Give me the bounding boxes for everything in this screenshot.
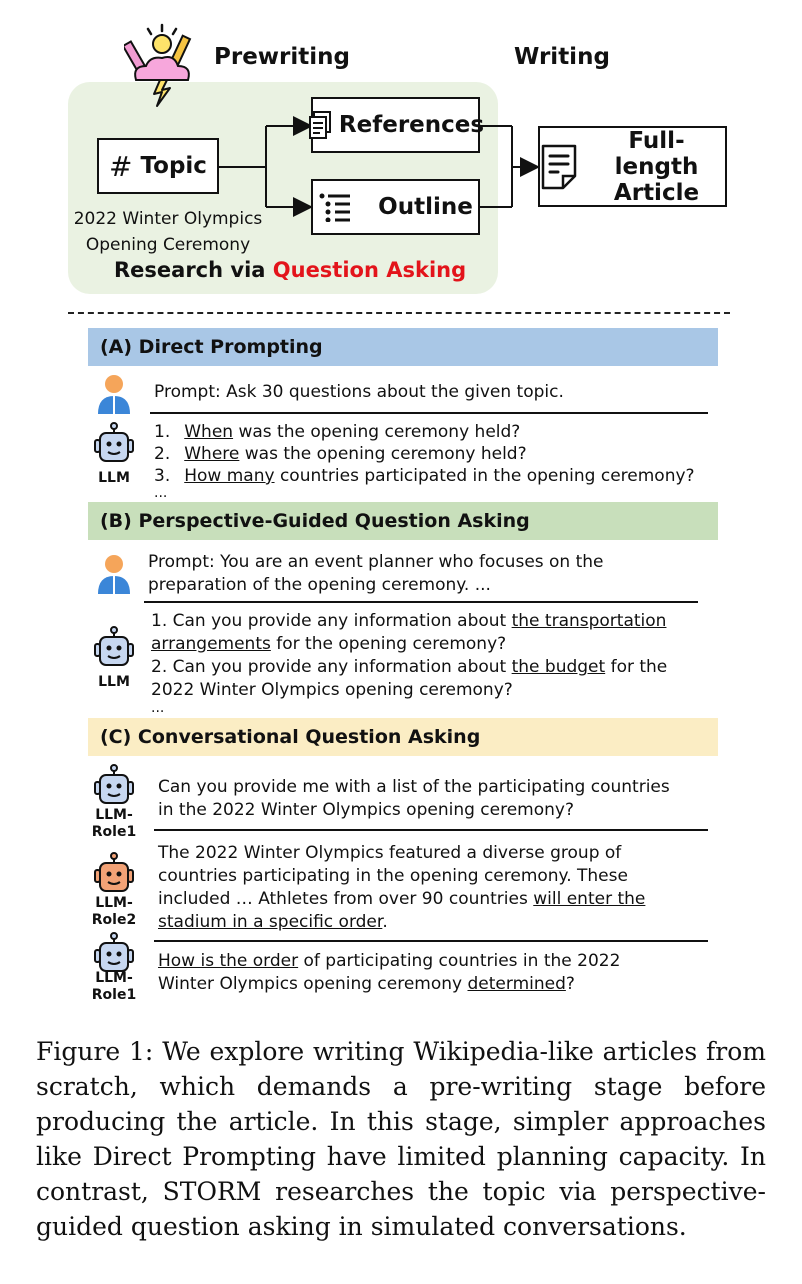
turn-text: Winter Olympics opening ceremony (158, 974, 468, 994)
role-label-line2: Role1 (91, 824, 137, 840)
robot-icon (92, 852, 136, 896)
turn2-line1: The 2022 Winter Olympics featured a diverse group of (158, 843, 622, 863)
references-label: References (338, 112, 485, 138)
q-keyword: Where (184, 444, 240, 464)
research-highlight: Question Asking (272, 258, 467, 282)
section-a-question-2 (154, 443, 527, 466)
turn2-line4 (158, 911, 388, 934)
turn2-line3 (158, 888, 645, 911)
article-label-line1: Full-length (614, 127, 699, 180)
turn3-line1 (158, 950, 620, 973)
topic-label: Topic (140, 153, 207, 179)
article-label (588, 128, 725, 206)
section-a-llm-label: LLM (98, 470, 130, 486)
q-keyword: the transportation (511, 611, 667, 631)
section-b-ellipsis: ... (151, 700, 165, 716)
q-text: was the opening ceremony held? (239, 444, 527, 464)
section-a-header: (A) Direct Prompting (88, 328, 718, 366)
role-label-line1: LLM- (95, 970, 133, 986)
section-b-question-2-line2: 2022 Winter Olympics opening ceremony? (151, 680, 513, 700)
research-caption (114, 258, 466, 282)
article-label-line2: Article (613, 179, 700, 206)
section-a-question-1 (154, 421, 520, 444)
role2-label (84, 895, 144, 929)
turn1-line2: in the 2022 Winter Olympics opening ceremony? (158, 800, 574, 820)
section-b-question-2-line1 (151, 656, 667, 679)
role-label-line1: LLM- (95, 895, 133, 911)
turn1-line1: Can you provide me with a list of the participating countries (158, 777, 670, 797)
robot-icon (92, 422, 136, 466)
turn2-rule (154, 940, 708, 942)
q-number: 3. (154, 466, 171, 486)
topic-example-line1: 2022 Winter Olympics (73, 209, 263, 229)
q-text: 1. Can you provide any information about (151, 611, 512, 631)
section-b-llm-label: LLM (98, 674, 130, 690)
section-a-question-3 (154, 465, 695, 488)
topic-example-line2: Opening Ceremony (85, 235, 251, 255)
topic-box (97, 138, 219, 194)
turn-keyword: stadium in a specific order (158, 912, 383, 932)
q-keyword: arrangements (151, 634, 271, 654)
q-text: countries participated in the opening ceremony? (274, 466, 695, 486)
section-b-prompt-line1: Prompt: You are an event planner who focuses on the (148, 552, 604, 572)
article-box (538, 126, 727, 207)
q-number: 1. (154, 422, 171, 442)
user-icon (96, 554, 132, 596)
role-label-line2: Role1 (91, 987, 137, 1003)
figure-caption: Figure 1: We explore writing Wikipedia-like articles from scratch, which demands a pre-writing stage before producing the article. In this stage, simpler approaches like Direct Prompting have limited planning capacity. In contrast, STORM researches the topic via perspective-guided question asking in simulated conversations. (36, 1037, 766, 1241)
divider-dashed (68, 312, 730, 314)
section-a-ellipsis: ... (154, 485, 168, 501)
role-label-line2: Role2 (91, 912, 137, 928)
section-b-prompt-line2: preparation of the opening ceremony. ... (148, 575, 491, 595)
turn-text: ? (565, 974, 575, 994)
list-icon (318, 192, 352, 222)
q-keyword: the budget (511, 657, 606, 677)
section-b-question-1-line2 (151, 633, 506, 656)
topic-example (62, 206, 274, 258)
section-c-header: (C) Conversational Question Asking (88, 718, 718, 756)
q-keyword: How many (184, 466, 275, 486)
research-prefix: Research via (114, 258, 273, 282)
robot-icon (92, 626, 136, 670)
outline-box (311, 179, 480, 235)
prewriting-heading: Prewriting (214, 44, 350, 70)
section-b-rule (144, 601, 698, 603)
section-b-header: (B) Perspective-Guided Question Asking (88, 502, 718, 540)
role1-label (84, 807, 144, 841)
user-icon (96, 374, 132, 416)
section-a-prompt: Prompt: Ask 30 questions about the given topic. (154, 382, 564, 402)
q-text: was the opening ceremony held? (233, 422, 521, 442)
hashtag-icon: # (109, 149, 133, 183)
outline-label: Outline (378, 194, 473, 220)
role-label-line1: LLM- (95, 807, 133, 823)
turn2-line2: countries participating in the opening ceremony. These (158, 866, 628, 886)
article-icon (540, 143, 580, 191)
q-text: for the opening ceremony? (270, 634, 507, 654)
role1-label (84, 970, 144, 1004)
turn3-line2 (158, 973, 575, 996)
q-text: 2. Can you provide any information about (151, 657, 512, 677)
q-keyword: When (184, 422, 234, 442)
turn-text: . (382, 912, 388, 932)
section-a-rule (150, 412, 708, 414)
q-text: for the (605, 657, 668, 677)
turn-keyword: How is the order (158, 951, 299, 971)
writing-heading: Writing (514, 44, 610, 70)
section-b-question-1-line1 (151, 610, 666, 633)
robot-icon (92, 764, 136, 808)
turn-keyword: determined (467, 974, 566, 994)
turn-text: included … Athletes from over 90 countries (158, 889, 534, 909)
q-number: 2. (154, 444, 171, 464)
references-box (311, 97, 485, 153)
turn-keyword: will enter the (533, 889, 646, 909)
document-stack-icon (307, 110, 333, 140)
turn-text: of participating countries in the 2022 (298, 951, 621, 971)
turn1-rule (154, 829, 708, 831)
